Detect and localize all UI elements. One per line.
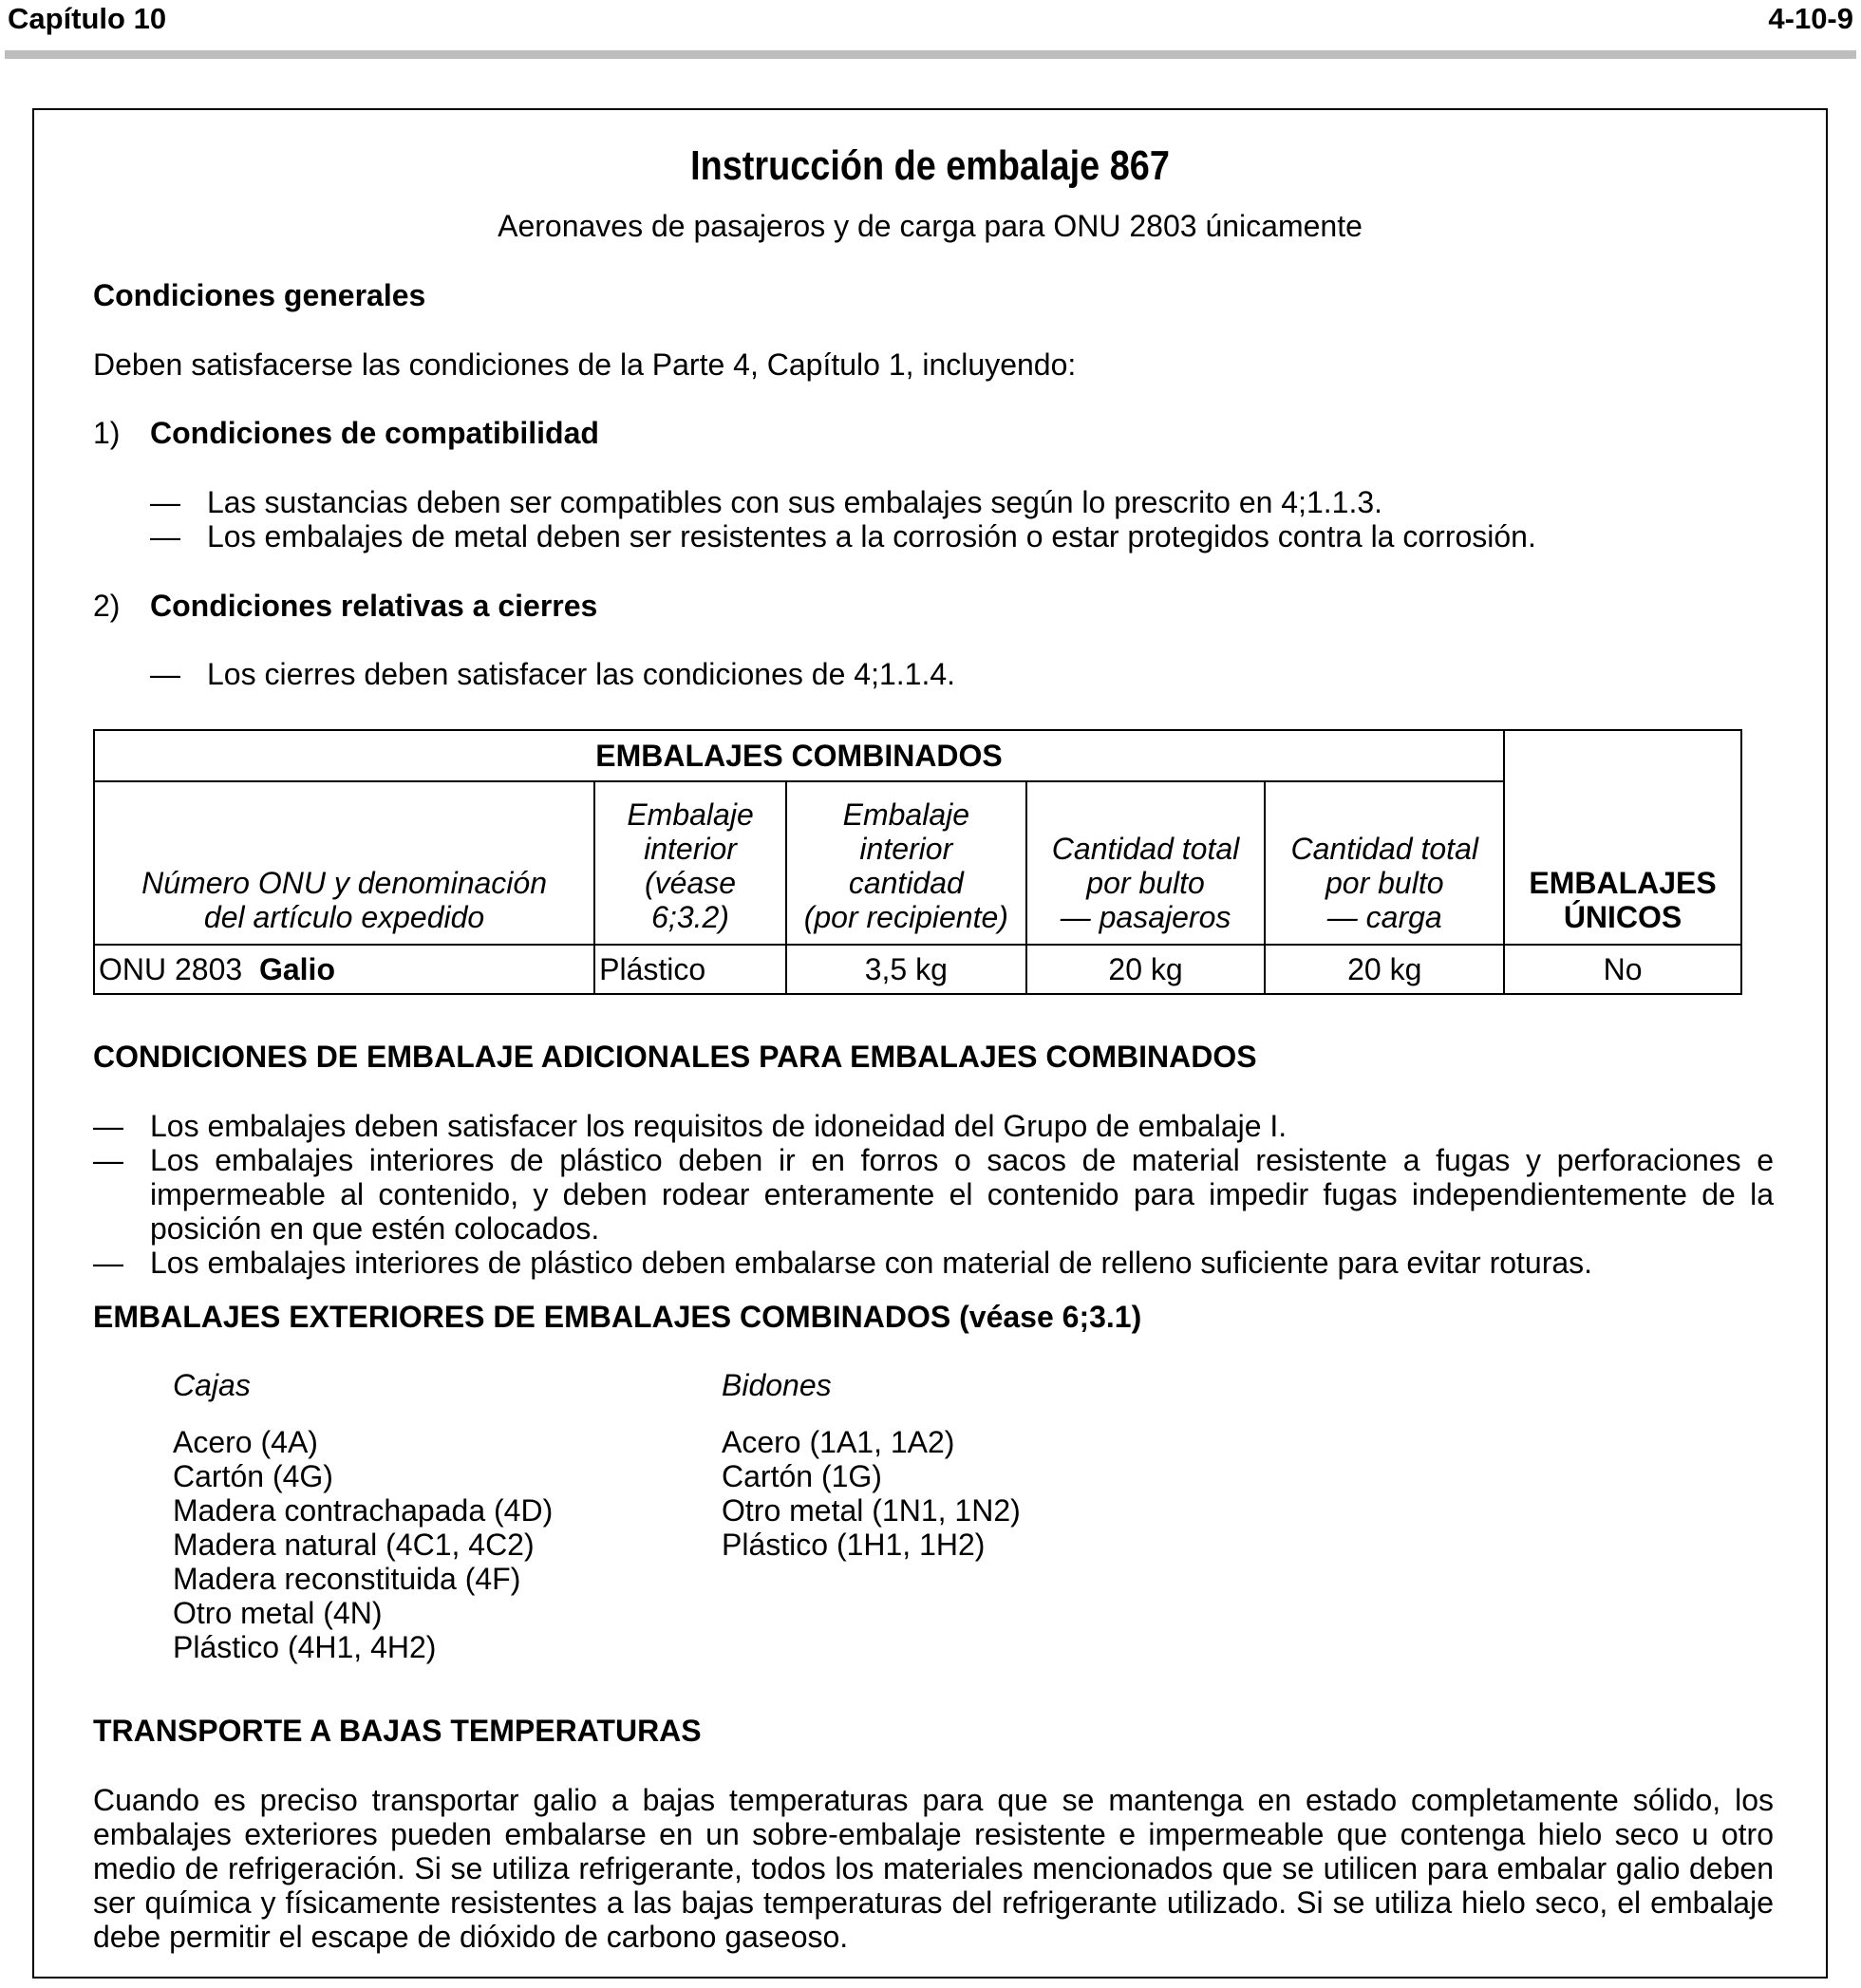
additional-conditions-heading: CONDICIONES DE EMBALAJE ADICIONALES PARA EMBALAJES COMBINADOS — [93, 1040, 1257, 1074]
list-item — [93, 1246, 1774, 1280]
col-header-line: — pasajeros — [1060, 900, 1231, 934]
list-item: Otro metal (1N1, 1N2) — [722, 1493, 1021, 1528]
boxes-list — [173, 1425, 553, 1664]
dash-marker: — — [93, 1109, 123, 1143]
table-row — [94, 945, 1741, 994]
col-header-line: (por recipiente) — [803, 900, 1008, 934]
list-item: Madera contrachapada (4D) — [173, 1493, 554, 1528]
cell-single-packagings: No — [1504, 945, 1741, 994]
col-header-total-cargo — [1265, 781, 1504, 945]
additional-conditions-list — [93, 1109, 1774, 1280]
section-1-dash-2: — — [150, 519, 180, 553]
list-item — [93, 1109, 1774, 1143]
drums-list — [722, 1425, 1021, 1562]
drums-title: Bidones — [722, 1368, 832, 1402]
list-item: Plástico (4H1, 4H2) — [173, 1630, 437, 1664]
col-header-total-passenger — [1026, 781, 1266, 945]
list-item-text: Los embalajes deben satisfacer los requisitos de idoneidad del Grupo de embalaje I. — [150, 1109, 1288, 1143]
col-header-line: interior — [859, 832, 953, 866]
col-header-inner-packaging — [594, 781, 786, 945]
list-item-text: Los embalajes interiores de plástico deben embalarse con material de relleno suficiente para evitar roturas. — [150, 1246, 1593, 1280]
col-header-line: por bulto — [1325, 866, 1444, 900]
col-header-line: — carga — [1326, 900, 1442, 934]
list-item-text: Los embalajes interiores de plástico deben ir en forros o sacos de material resistente a fugas y perforaciones e impermeable al contenido, y deben rodear enteramente el contenido para impedir fugas independientemente de la posición en que estén colocados. — [150, 1143, 1774, 1246]
cell-un-name — [94, 945, 594, 994]
single-packagings-header — [1504, 730, 1741, 945]
packing-table — [93, 729, 1742, 995]
un-number: ONU 2803 — [99, 952, 243, 986]
cell-total-cargo: 20 kg — [1265, 945, 1504, 994]
list-item: Madera reconstituida (4F) — [173, 1562, 521, 1596]
cell-inner-quantity: 3,5 kg — [786, 945, 1026, 994]
outer-packagings-heading: EMBALAJES EXTERIORES DE EMBALAJES COMBINADOS (véase 6;3.1) — [93, 1300, 1142, 1334]
page-number: 4-10-9 — [1768, 2, 1853, 35]
general-conditions-heading: Condiciones generales — [93, 278, 426, 312]
col-header-un-number — [94, 781, 594, 945]
col-header-line: cantidad — [848, 866, 964, 900]
list-item: Cartón (4G) — [173, 1459, 333, 1493]
section-1-number: 1) — [93, 416, 121, 450]
col-header-line: Número ONU y denominación — [141, 866, 547, 900]
combined-packagings-header: EMBALAJES COMBINADOS — [94, 730, 1504, 781]
col-header-line: 6;3.2) — [651, 900, 729, 934]
section-1-item-1: Las sustancias deben ser compatibles con sus embalajes según lo prescrito en 4;1.1.3. — [207, 485, 1383, 519]
substance-name: Galio — [258, 952, 335, 986]
list-item: Acero (1A1, 1A2) — [722, 1425, 955, 1459]
list-item: Madera natural (4C1, 4C2) — [173, 1528, 535, 1562]
section-2-item-1: Los cierres deben satisfacer las condiciones de 4;1.1.4. — [207, 657, 956, 691]
page-title: Instrucción de embalaje 867 — [690, 142, 1170, 189]
header-divider — [5, 50, 1856, 59]
single-header-line-2: ÚNICOS — [1563, 900, 1682, 934]
dash-marker: — — [93, 1143, 123, 1177]
section-1-heading: Condiciones de compatibilidad — [150, 416, 599, 450]
list-item: Otro metal (4N) — [173, 1596, 383, 1630]
col-header-inner-quantity — [786, 781, 1026, 945]
col-header-line: interior — [644, 832, 737, 866]
low-temperature-heading: TRANSPORTE A BAJAS TEMPERATURAS — [93, 1714, 702, 1748]
cell-inner-packaging: Plástico — [594, 945, 786, 994]
col-header-line: Embalaje — [627, 797, 754, 832]
list-item: Acero (4A) — [173, 1425, 318, 1459]
cell-total-passenger: 20 kg — [1026, 945, 1266, 994]
chapter-label: Capítulo 10 — [8, 2, 167, 35]
col-header-line: del artículo expedido — [203, 900, 485, 934]
section-2-number: 2) — [93, 589, 121, 623]
page-subtitle: Aeronaves de pasajeros y de carga para ONU 2803 únicamente — [498, 209, 1363, 243]
col-header-line: Cantidad total — [1290, 832, 1478, 866]
boxes-title: Cajas — [173, 1368, 251, 1402]
list-item: Plástico (1H1, 1H2) — [722, 1528, 986, 1562]
col-header-line: Embalaje — [842, 797, 970, 832]
list-item: Cartón (1G) — [722, 1459, 882, 1493]
general-conditions-intro: Deben satisfacerse las condiciones de la Parte 4, Capítulo 1, incluyendo: — [93, 347, 1077, 382]
low-temperature-text: Cuando es preciso transportar galio a bajas temperaturas para que se mantenga en estado completamente sólido, los embalajes exteriores pueden embalarse en un sobre-embalaje resistente e impermeable que contenga hielo seco u otro medio de refrigeración. Si se utiliza refrigerante, todos los materiales mencionados que se utilicen para embalar galio deben ser química y físicamente resistentes a las bajas temperaturas del refrigerante utilizado. Si se utiliza hielo seco, el embalaje debe permitir el escape de dióxido de carbono gaseoso. — [93, 1783, 1774, 1954]
section-2-dash-1: — — [150, 657, 180, 691]
page-header — [5, 2, 1856, 38]
col-header-line: (véase — [645, 866, 737, 900]
single-header-line-1: EMBALAJES — [1529, 866, 1717, 900]
col-header-line: Cantidad total — [1051, 832, 1240, 866]
col-header-line: por bulto — [1086, 866, 1205, 900]
dash-marker: — — [93, 1246, 123, 1280]
section-1-item-2: Los embalajes de metal deben ser resistentes a la corrosión o estar protegidos contra la corrosión. — [207, 519, 1536, 553]
list-item — [93, 1143, 1774, 1246]
section-2-heading: Condiciones relativas a cierres — [150, 589, 598, 623]
packing-instruction-frame — [32, 108, 1828, 1979]
section-1-dash-1: — — [150, 485, 180, 519]
